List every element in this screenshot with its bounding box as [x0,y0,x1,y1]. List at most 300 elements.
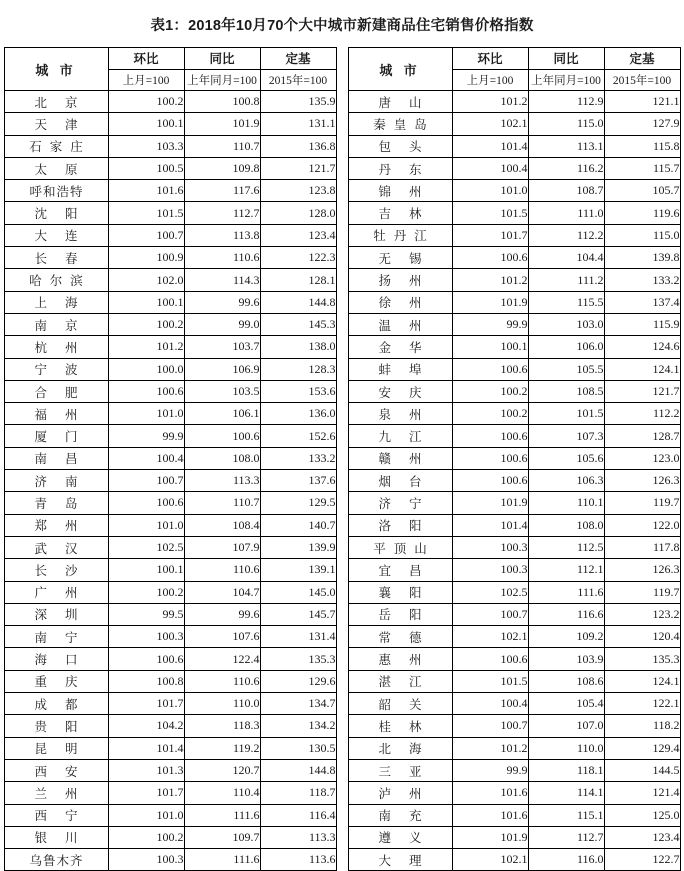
value-mom: 101.0 [452,180,528,202]
value-base: 145.3 [260,313,336,335]
city-name-cell [4,759,108,781]
value-mom: 100.2 [108,91,184,113]
column-gap [336,336,348,358]
value-mom: 100.7 [108,224,184,246]
value-yoy: 115.1 [528,804,604,826]
value-base: 128.1 [260,269,336,291]
city-name-cell [348,536,452,558]
column-gap [336,313,348,335]
value-yoy: 104.4 [528,247,604,269]
city-name-cell [4,313,108,335]
value-yoy: 108.0 [184,447,260,469]
value-base: 145.7 [260,603,336,625]
city-name: 安庆 [378,385,440,400]
table-row [4,804,680,826]
table-header [4,48,680,91]
value-base: 123.8 [260,180,336,202]
value-mom: 100.9 [108,247,184,269]
value-yoy: 105.4 [528,693,604,715]
city-name: 重庆 [34,675,96,690]
value-base: 130.5 [260,737,336,759]
table-row [4,759,680,781]
city-name-cell [348,514,452,536]
value-yoy: 108.7 [528,180,604,202]
city-name-cell [4,91,108,113]
city-name-cell [348,447,452,469]
city-name: 福州 [34,407,96,422]
city-name-cell [348,336,452,358]
column-gap [336,358,348,380]
value-mom: 101.9 [452,492,528,514]
value-yoy: 116.2 [528,157,604,179]
value-mom: 99.9 [108,425,184,447]
value-mom: 101.5 [452,670,528,692]
value-yoy: 115.5 [528,291,604,313]
value-yoy: 120.7 [184,759,260,781]
city-name: 北海 [378,742,440,757]
city-name: 北京 [34,95,96,110]
column-gap [336,737,348,759]
city-name-cell [4,425,108,447]
value-base: 120.4 [604,626,680,648]
table-row [4,336,680,358]
city-name: 无锡 [378,251,440,266]
city-name: 湛江 [378,675,440,690]
value-mom: 100.2 [452,403,528,425]
city-name-cell [348,603,452,625]
value-mom: 100.3 [452,559,528,581]
table-row [4,670,680,692]
value-base: 134.2 [260,715,336,737]
city-name: 扬州 [378,274,440,289]
city-name-cell [4,269,108,291]
value-base: 129.5 [260,492,336,514]
city-name-cell [4,492,108,514]
value-yoy: 108.5 [528,380,604,402]
value-base: 115.0 [604,224,680,246]
value-mom: 100.2 [452,380,528,402]
value-mom: 101.2 [452,91,528,113]
value-yoy: 112.7 [184,202,260,224]
value-base: 135.9 [260,91,336,113]
value-yoy: 114.1 [528,782,604,804]
value-yoy: 110.7 [184,135,260,157]
value-yoy: 108.4 [184,514,260,536]
city-name: 贵阳 [34,719,96,734]
header-mom-sub-left: 上月=100 [108,69,184,91]
city-name-cell [4,849,108,871]
city-name: 徐州 [378,296,440,311]
value-yoy: 113.1 [528,135,604,157]
city-name-cell [348,782,452,804]
table-row [4,626,680,648]
value-mom: 101.0 [108,403,184,425]
city-name: 岳阳 [378,608,440,623]
value-yoy: 112.7 [528,826,604,848]
city-name-cell [348,626,452,648]
page-title: 表1：2018年10月70个大中城市新建商品住宅销售价格指数 [150,18,534,34]
city-name: 唐山 [378,95,440,110]
header-mom-left: 环比 [108,48,184,70]
value-yoy: 103.9 [528,648,604,670]
city-name: 金华 [378,340,440,355]
header-city-right: 城 市 [348,48,452,91]
value-base: 124.1 [604,670,680,692]
table-row [4,648,680,670]
city-name-cell [4,336,108,358]
value-yoy: 113.8 [184,224,260,246]
city-name-cell [348,849,452,871]
value-base: 128.3 [260,358,336,380]
city-name: 三亚 [378,764,440,779]
value-base: 127.9 [604,113,680,135]
value-yoy: 119.2 [184,737,260,759]
value-base: 137.6 [260,470,336,492]
value-mom: 100.6 [452,470,528,492]
value-yoy: 110.4 [184,782,260,804]
value-mom: 102.5 [452,581,528,603]
value-mom: 101.0 [108,804,184,826]
value-yoy: 100.6 [184,425,260,447]
city-name: 桂林 [378,719,440,734]
value-base: 123.4 [604,826,680,848]
value-base: 126.3 [604,559,680,581]
city-name: 青岛 [34,496,96,511]
value-yoy: 110.0 [184,693,260,715]
column-gap [336,849,348,871]
value-yoy: 112.5 [528,536,604,558]
column-gap [336,559,348,581]
value-yoy: 111.6 [528,581,604,603]
city-name-cell [348,269,452,291]
table-row [4,91,680,113]
value-base: 152.6 [260,425,336,447]
city-name: 郑州 [34,519,96,534]
value-base: 115.8 [604,135,680,157]
value-mom: 101.7 [108,782,184,804]
value-mom: 101.5 [452,202,528,224]
value-mom: 101.9 [452,826,528,848]
header-base-sub-left: 2015年=100 [260,69,336,91]
housing-price-index-table [4,47,681,871]
city-name: 惠州 [378,653,440,668]
value-base: 131.4 [260,626,336,648]
column-gap [336,157,348,179]
value-base: 128.0 [260,202,336,224]
city-name-cell [4,715,108,737]
value-base: 105.7 [604,180,680,202]
value-mom: 104.2 [108,715,184,737]
value-yoy: 110.7 [184,492,260,514]
city-name-cell [348,826,452,848]
header-yoy-right: 同比 [528,48,604,70]
value-base: 123.2 [604,603,680,625]
value-mom: 100.6 [452,358,528,380]
table-row [4,581,680,603]
value-yoy: 101.9 [184,113,260,135]
value-mom: 100.1 [108,291,184,313]
value-mom: 101.5 [108,202,184,224]
value-mom: 102.5 [108,536,184,558]
city-name-cell [348,715,452,737]
header-yoy-sub-right: 上年同月=100 [528,69,604,91]
table-row [4,693,680,715]
value-base: 128.7 [604,425,680,447]
value-yoy: 112.2 [528,224,604,246]
value-yoy: 103.7 [184,336,260,358]
city-name: 银川 [34,831,96,846]
value-yoy: 110.1 [528,492,604,514]
value-base: 140.7 [260,514,336,536]
city-name: 丹东 [378,162,440,177]
value-base: 121.7 [260,157,336,179]
city-name: 蚌埠 [378,363,440,378]
city-name-cell [348,737,452,759]
value-base: 124.6 [604,336,680,358]
city-name: 牡丹江 [373,229,435,244]
city-name: 大理 [378,853,440,868]
value-yoy: 111.0 [528,202,604,224]
value-base: 125.0 [604,804,680,826]
value-mom: 101.9 [452,291,528,313]
value-yoy: 117.6 [184,180,260,202]
value-mom: 100.1 [452,336,528,358]
header-yoy-sub-left: 上年同月=100 [184,69,260,91]
city-name-cell [4,559,108,581]
city-name: 合肥 [34,385,96,400]
value-base: 135.3 [604,648,680,670]
city-name: 包头 [378,140,440,155]
value-yoy: 107.3 [528,425,604,447]
value-base: 144.8 [260,291,336,313]
city-name: 锦州 [378,184,440,199]
city-name-cell [4,603,108,625]
value-yoy: 110.6 [184,559,260,581]
city-name-cell [348,380,452,402]
value-yoy: 104.7 [184,581,260,603]
value-base: 144.8 [260,759,336,781]
table-row [4,826,680,848]
value-mom: 101.0 [108,514,184,536]
city-name-cell [348,113,452,135]
value-mom: 101.2 [452,737,528,759]
table-row [4,492,680,514]
value-yoy: 106.3 [528,470,604,492]
value-yoy: 110.6 [184,247,260,269]
value-base: 122.7 [604,849,680,871]
table-row [4,180,680,202]
value-mom: 101.2 [108,336,184,358]
city-name: 天津 [34,117,96,132]
city-name: 太原 [34,162,96,177]
value-mom: 101.6 [452,782,528,804]
city-name-cell [348,291,452,313]
city-name: 南京 [34,318,96,333]
value-mom: 101.4 [108,737,184,759]
city-name-cell [4,581,108,603]
value-yoy: 105.6 [528,447,604,469]
value-yoy: 111.6 [184,804,260,826]
city-name-cell [4,804,108,826]
city-name: 温州 [378,318,440,333]
city-name-cell [348,358,452,380]
city-name: 广州 [34,586,96,601]
value-yoy: 113.3 [184,470,260,492]
value-mom: 100.2 [108,313,184,335]
city-name: 平顶山 [373,541,435,556]
city-name-cell [4,648,108,670]
value-mom: 100.7 [108,470,184,492]
city-name-cell [348,91,452,113]
value-yoy: 99.0 [184,313,260,335]
column-gap [336,804,348,826]
column-gap [336,626,348,648]
table-row [4,202,680,224]
column-gap [336,48,348,91]
column-gap [336,113,348,135]
column-gap [336,514,348,536]
value-base: 121.4 [604,782,680,804]
city-name: 南昌 [34,452,96,467]
column-gap [336,536,348,558]
value-yoy: 107.0 [528,715,604,737]
column-gap [336,291,348,313]
city-name-cell [4,135,108,157]
table-row [4,559,680,581]
city-name: 韶关 [378,697,440,712]
city-name-cell [4,291,108,313]
column-gap [336,759,348,781]
city-name: 呼和浩特 [29,184,84,199]
value-base: 119.6 [604,202,680,224]
city-name: 兰州 [34,786,96,801]
value-mom: 100.0 [108,358,184,380]
city-name-cell [4,693,108,715]
city-name-cell [4,470,108,492]
value-mom: 99.5 [108,603,184,625]
table-row [4,425,680,447]
table-row [4,224,680,246]
city-name-cell [4,514,108,536]
table-body [4,91,680,871]
header-mom-right: 环比 [452,48,528,70]
value-yoy: 114.3 [184,269,260,291]
table-row [4,291,680,313]
column-gap [336,380,348,402]
column-gap [336,269,348,291]
value-base: 134.7 [260,693,336,715]
column-gap [336,826,348,848]
table-row [4,447,680,469]
table-row [4,135,680,157]
value-yoy: 115.0 [528,113,604,135]
value-mom: 100.6 [108,380,184,402]
city-name: 海口 [34,653,96,668]
city-name: 遵义 [378,831,440,846]
value-base: 139.1 [260,559,336,581]
city-name-cell [348,247,452,269]
value-mom: 100.7 [452,603,528,625]
table-row [4,313,680,335]
column-gap [336,492,348,514]
column-gap [336,648,348,670]
city-name: 南充 [378,809,440,824]
value-yoy: 103.0 [528,313,604,335]
city-name-cell [348,693,452,715]
value-mom: 100.8 [108,670,184,692]
table-row [4,737,680,759]
value-mom: 100.1 [108,113,184,135]
table-row [4,470,680,492]
city-name-cell [348,581,452,603]
value-yoy: 116.0 [528,849,604,871]
value-base: 117.8 [604,536,680,558]
table-row [4,247,680,269]
city-name: 大连 [34,229,96,244]
city-name-cell [348,470,452,492]
header-base-right: 定基 [604,48,680,70]
table-row [4,358,680,380]
table-row [4,715,680,737]
city-name-cell [4,536,108,558]
value-base: 123.4 [260,224,336,246]
table-row [4,157,680,179]
value-yoy: 109.2 [528,626,604,648]
value-mom: 100.4 [452,157,528,179]
value-base: 122.0 [604,514,680,536]
value-base: 118.7 [260,782,336,804]
value-mom: 100.6 [452,648,528,670]
value-base: 116.4 [260,804,336,826]
column-gap [336,403,348,425]
city-name: 襄阳 [378,586,440,601]
value-base: 145.0 [260,581,336,603]
header-yoy-left: 同比 [184,48,260,70]
value-base: 135.3 [260,648,336,670]
column-gap [336,202,348,224]
column-gap [336,425,348,447]
value-mom: 100.4 [452,693,528,715]
city-name-cell [348,759,452,781]
value-mom: 100.3 [452,536,528,558]
city-name: 昆明 [34,742,96,757]
city-name: 泉州 [378,407,440,422]
city-name: 深圳 [34,608,96,623]
city-name: 石家庄 [29,140,91,155]
value-yoy: 99.6 [184,291,260,313]
header-base-sub-right: 2015年=100 [604,69,680,91]
value-yoy: 110.6 [184,670,260,692]
value-yoy: 111.6 [184,849,260,871]
value-mom: 100.2 [108,581,184,603]
city-name: 哈尔滨 [29,274,91,289]
value-mom: 101.4 [452,514,528,536]
city-name-cell [348,559,452,581]
table-row [4,782,680,804]
column-gap [336,447,348,469]
city-name-cell [4,670,108,692]
city-name: 宜昌 [378,563,440,578]
column-gap [336,91,348,113]
column-gap [336,224,348,246]
city-name: 常德 [378,630,440,645]
city-name: 洛阳 [378,519,440,534]
value-base: 121.7 [604,380,680,402]
city-name-cell [4,737,108,759]
table-row [4,536,680,558]
city-name-cell [348,804,452,826]
value-yoy: 109.8 [184,157,260,179]
